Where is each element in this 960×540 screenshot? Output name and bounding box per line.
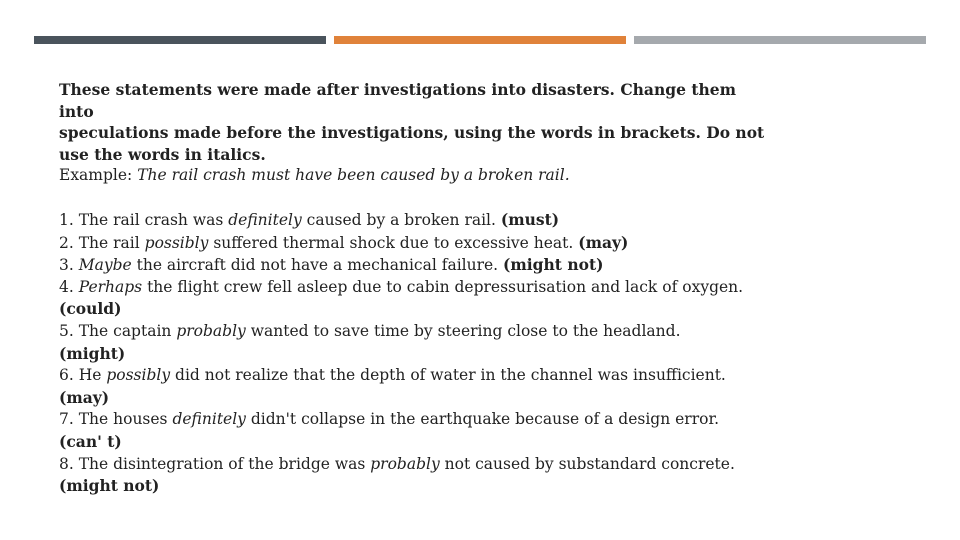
bracket-word: (might not): [503, 255, 604, 275]
accent-bar-orange: [334, 36, 626, 44]
exercise-item-4: 4. Perhaps the flight crew fell asleep due to cabin depressurisation and lack of oxygen. (could): [59, 277, 744, 319]
example-sentence: The rail crash must have been caused by a broken rail.: [137, 166, 570, 185]
exercise-item-5: 5. The captain probably wanted to save time by steering close to the headland. (might): [59, 321, 681, 363]
bracket-word: (might not): [59, 476, 160, 496]
exercise-item-6: 6. He possibly did not realize that the depth of water in the channel was insufficient. (may): [59, 366, 726, 407]
instructions-line-1: These statements were made after investigations into disasters. Change them: [59, 80, 737, 99]
bracket-word: (might): [59, 343, 126, 363]
exercise-item-3: 3. Maybe the aircraft did not have a mechanical failure. (might not): [59, 255, 604, 275]
instructions-line-3: speculations made before the investigations, using the words in brackets. Do not: [59, 123, 765, 143]
slide-content: [59, 79, 819, 498]
accent-bar-gray: [634, 36, 926, 44]
bracket-word: (may): [59, 387, 110, 407]
bracket-word: (must): [500, 209, 560, 229]
exercise-list: [59, 209, 819, 498]
instructions-line-2: into: [59, 101, 94, 121]
bracket-word: (can' t): [59, 431, 122, 451]
instructions: [59, 79, 819, 165]
exercise-item-2: 2. The rail possibly suffered thermal shock due to excessive heat. (may): [59, 232, 629, 252]
top-accent-bars: [34, 36, 926, 44]
example-label: Example:: [59, 166, 138, 185]
example: [59, 165, 819, 187]
exercise-item-8: 8. The disintegration of the bridge was probably not caused by substandard concrete. (might not): [59, 454, 735, 496]
instructions-line-4: use the words in italics.: [59, 144, 266, 164]
exercise-item-1: 1. The rail crash was definitely caused by a broken rail. (must): [59, 209, 560, 229]
accent-bar-dark: [34, 36, 326, 44]
bracket-word: (may): [578, 232, 629, 252]
exercise-item-7: 7. The houses definitely didn't collapse in the earthquake because of a design error. (can' t): [59, 410, 720, 451]
bracket-word: (could): [59, 299, 122, 319]
